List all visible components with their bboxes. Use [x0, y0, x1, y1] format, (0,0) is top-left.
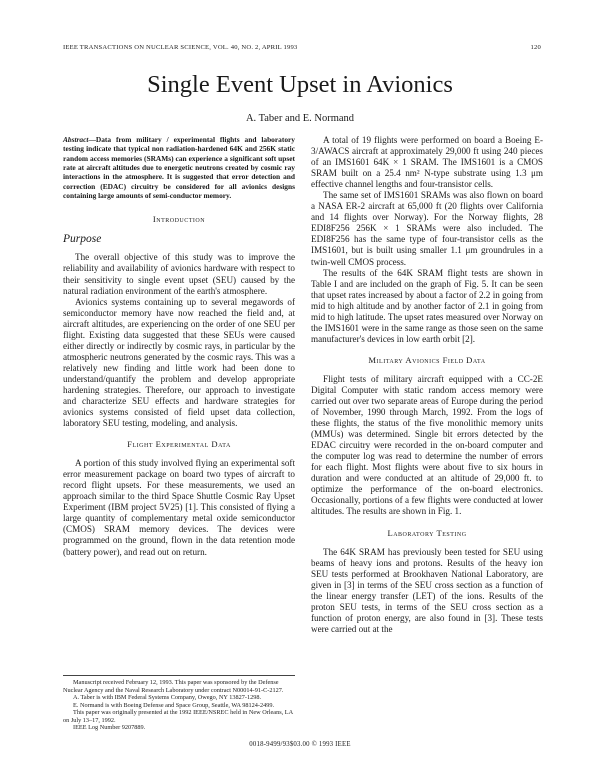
paper-title: Single Event Upset in Avionics [147, 71, 453, 98]
abstract-label: Abstract [63, 135, 89, 144]
paper-authors: A. Taber and E. Normand [245, 113, 355, 124]
copyright-footer: 0018-9499/93$03.00 © 1993 IEEE [249, 741, 351, 748]
footnote: IEEE Log Number 9207889. [73, 724, 146, 731]
section-heading-introduction: Introduction [152, 214, 206, 225]
abstract-text: —Data from military / experimental flights and laboratory testing indicate that typical non radiation-hardened 64K and 256K static random access memories (SRAMs) can experience a significant soft upset rate at aircraft altitudes due to energetic neutrons created by cosmic ray interactions in the atmosphere. It is suggested that error detection and correction (EDAC) circuitry be considered for all avionics designs containing large amounts of semi-conductor memory. [63, 135, 295, 201]
running-head [63, 44, 541, 51]
section-heading-flight-data: Flight Experimental Data [127, 439, 231, 450]
footnote: This paper was originally presented at the 1992 IEEE/NSREC held in New Orleans, LA on July 13–17, 1992. [63, 709, 293, 724]
paragraph: A total of 19 flights were performed on board a Boeing E-3/AWACS aircraft at approximately 29,000 ft using 240 pieces of an IMS1601 64K × 1 SRAM. The IMS1601 is a CMOS SRAM built on a 25.4 nm² N-type substrate using 1.3 μm effective channel lengths and four-transistor cells. [311, 135, 543, 190]
page-number: 120 [530, 44, 541, 51]
paragraph: Avionics systems containing up to several megawords of semiconductor memory have now reached the field and, at aircraft altitudes, are experiencing on the order of one SEU per flight. Existing data suggested that these SEUs were caused either directly or indirectly by cosmic rays, in particular by the atmospheric neutrons generated by the cosmic rays. This was a relatively new finding and little work had been done to understand/quantify the problem and develop appropriate hardening strategies. Therefore, our approach to investigate and characterize SEU effects and hardware strategies for avionics systems consisted of field upset data collection, laboratory SEU testing, modeling, and analysis. [63, 296, 295, 429]
paragraph: Flight tests of military aircraft equipped with a CC-2E Digital Computer with static random access memory were carried out over two separate areas of Europe during the period of November, 1990 through March, 1992. From the logs of these flights, the status of the five monolithic memory units (MMUs) was determined. Single bit errors detected by the EDAC circuitry were recorded in the on-board computer and the computer log was read to determine the number of errors for each flight. Most flights were about five to six hours in duration and were conducted at an altitude of 29,000 ft. to optimize the performance of the on-board electronics. Occasionally, portions of a few flights were conducted at lower altitudes. The results are shown in Fig. 1. [311, 373, 543, 517]
left-column [63, 135, 295, 558]
journal-citation: IEEE TRANSACTIONS ON NUCLEAR SCIENCE, VOL. 40, NO. 2, APRIL 1993 [63, 44, 298, 51]
paragraph: The 64K SRAM has previously been tested for SEU using beams of heavy ions and protons. Results of the heavy ion SEU tests performed at Brookhaven National Laboratory, are given in [3] in terms of the SEU cross section as a function of the linear energy transfer (LET) of the ions. Results of the proton SEU tests, in terms of the SEU cross section as a function of proton energy, are also found in [3]. These tests were carried out at the [311, 546, 543, 634]
paragraph: The same set of IMS1601 SRAMs was also flown on board a NASA ER-2 aircraft at 65,000 ft (20 flights over California and 14 flights over Norway). For the Norway flights, 28 EDI8F256 256K × 1 SRAMs were also included. The EDI8F256 has the same type of four-transistor cells as the IMS1601, but is built using smaller 1.1 μm groundrules in a twin-well CMOS process. [311, 190, 543, 267]
footnote: Manuscript received February 12, 1993. This paper was sponsored by the Defense Nuclear Agency and the Naval Research Laboratory under contract N00014-91-C-2127. [63, 679, 284, 694]
paragraph: The overall objective of this study was to improve the reliability and availability of avionics hardware with respect to their sensitivity to single event upset (SEU) caused by the natural radiation environment of the earth's atmosphere. [63, 252, 295, 296]
subsection-heading-purpose: Purpose [63, 233, 102, 246]
abstract [63, 135, 295, 200]
paragraph: A portion of this study involved flying an experimental soft error measurement package on board two types of aircraft to record flight upsets. For these measurements, we used an approach similar to the third Space Shuttle Cosmic Ray Upset Experiment (IBM project 5V25) [1]. This consisted of flying a large quantity of complementary metal oxide semiconductor (CMOS) SRAM memory devices. The devices were programmed on the ground, flown in the data retention mode (battery power), and read out on return. [63, 458, 295, 557]
footnote: A. Taber is with IBM Federal Systems Company, Owego, NY 13827-1298. [73, 694, 262, 701]
section-heading-lab-testing: Laboratory Testing [387, 527, 467, 538]
footnote: E. Normand is with Boeing Defense and Space Group, Seattle, WA 98124-2499. [73, 701, 275, 709]
paragraph: The results of the 64K SRAM flight tests are shown in Table I and are included on the graph of Fig. 5. It can be seen that upset rates increased by about a factor of 2.2 in going from mid to high altitude and by another factor of 2.1 in going from mid to high latitude. The upset rates measured over Norway on the IMS1601 were in the same range as those seen on the same manufacturer's devices in low earth orbit [2]. [311, 267, 543, 344]
footnotes [63, 675, 295, 732]
section-heading-military-data: Military Avionics Field Data [368, 354, 486, 365]
right-column [311, 135, 543, 635]
